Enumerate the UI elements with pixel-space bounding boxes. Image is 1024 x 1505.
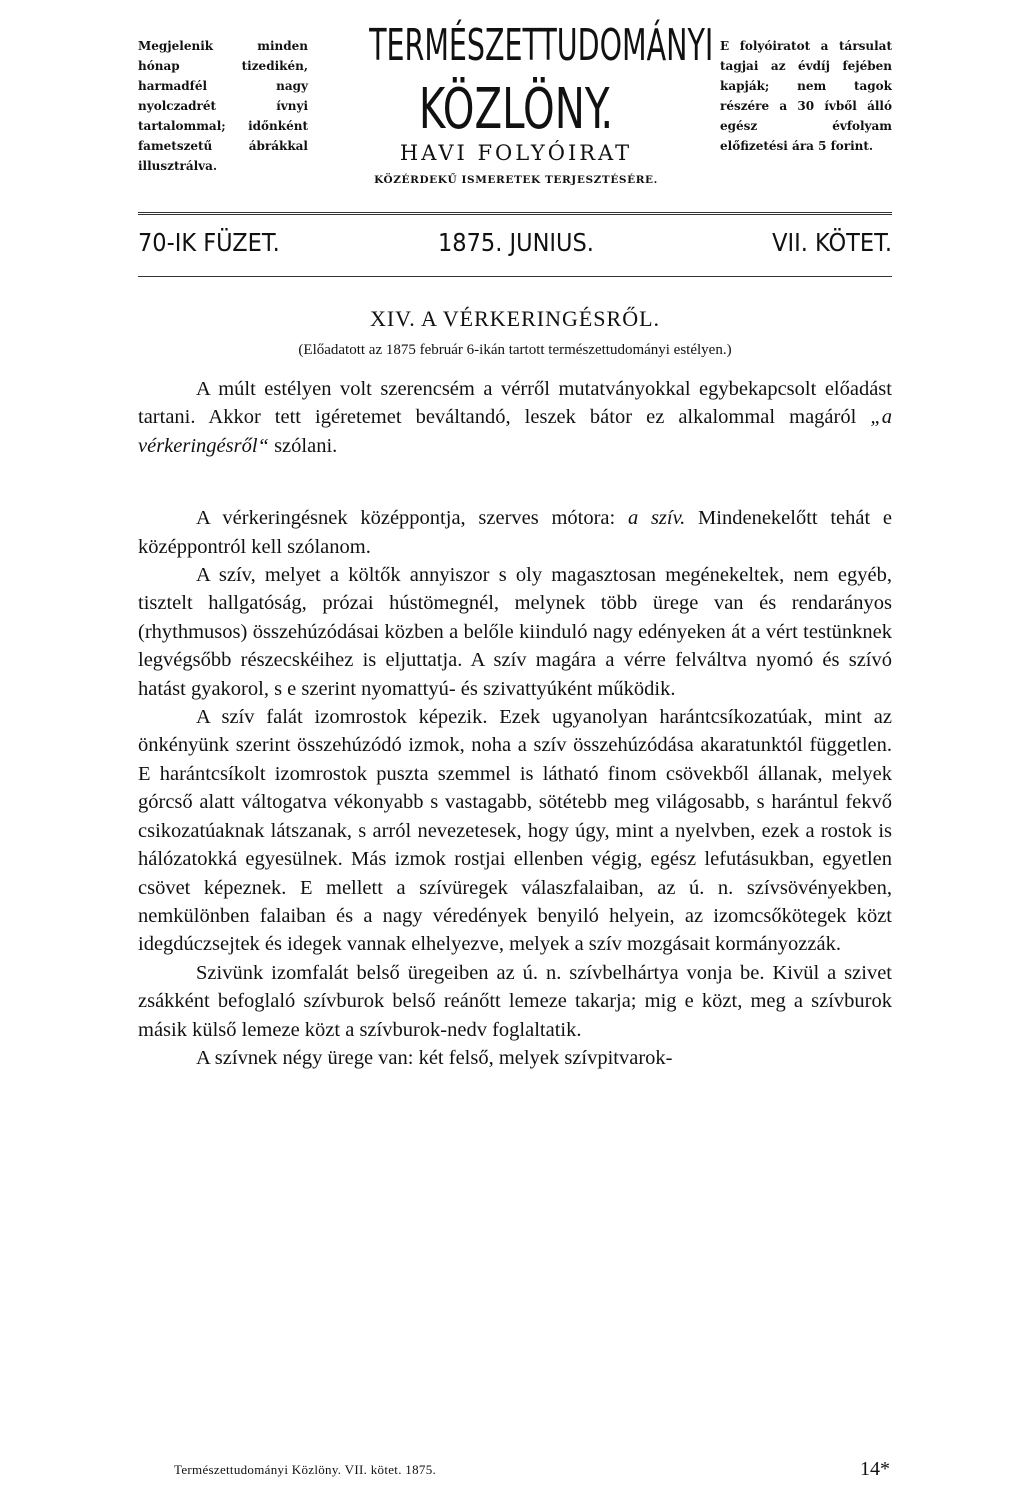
article: [138, 306, 892, 1072]
paragraph-3: A szív, melyet a költők annyiszor s oly magasztosan megénekeltek, nem egyéb, tisztelt hallgatóság, prózai hústömegnél, melynek több ürege van és rendarányos (rhythmusos) összehúzódásai közben a belőle kiinduló nagy edényeken át a vért testünknek legvégsőbb részecskéihez is eljuttatja. A szív magára a vérre felváltva nyomó és szívó hatást gyakorol, s e szerint nyomattyú- és szivattyúként működik.: [138, 564, 892, 700]
journal-title-line2: KÖZLÖNY.: [418, 77, 614, 142]
paragraph-6: A szívnek négy ürege van: két felső, melyek szívpitvarok-: [196, 1046, 673, 1069]
page-footer: [174, 1458, 890, 1486]
footer-journal-reference: Természettudományi Közlöny. VII. kötet. 1875.: [174, 1462, 437, 1477]
issue-number: 70-IK FÜZET.: [138, 228, 280, 257]
paragraph-4: A szív falát izomrostok képezik. Ezek ugyanolyan harántcsíkozatúak, mint az önkényünk szerint összehúzódó izmok, noha a szív összehúzódása akaratunktól független. E harántcsíkolt izomrostok puszta szemmel is látható finom csövekből állanak, melyek górcső alatt váltogatva vékonyabb s vastagabb, sötétebb meg világosabb, s harántul fekvő csikozatúaknak látszanak, s arról nevezetesek, hogy úgy, mint a nyelvben, ezek a rostok is hálózatokká egyesülnek. Más izmok rostjai ellenben végig, egész lefutásukban, egyetlen csövet képeznek. E mellett a szívüregek válaszfalaiban, az ú. n. szívsövényekben, nemkülönben falaiban és a nagy véredények benyiló helyein, az izomcsőkötegek közt idegdúczsejtek és idegek vannak elhelyezve, melyek a szív mozgásait kormányozzák.: [138, 706, 892, 956]
publication-schedule-note: Megjelenik minden hónap tizedikén, harmadfél nagy nyolczadrét ívnyi tartalommal; időnként fametszetű ábrákkal illusztrálva.: [138, 39, 308, 173]
subscription-note: E folyóiratot a társulat tagjai az évdíj fejében kapják; nem tagok részére a 30 ívből álló egész évfolyam előfizetési ára 5 forint.: [720, 39, 892, 153]
masthead-divider: [138, 212, 892, 215]
article-title: XIV. A VÉRKERINGÉSRŐL.: [369, 306, 661, 331]
article-subtitle: (Előadatott az 1875 február 6-ikán tartott természettudományi estélyen.): [298, 342, 732, 358]
issue-info-row: [138, 228, 892, 264]
paragraph-2: A vérkeringésnek középpontja, szerves mótora: a szív. Mindenekelőtt tehát e középpontról kell szólanom.: [138, 507, 892, 558]
sheet-signature: 14*: [860, 1458, 890, 1480]
issue-divider: [138, 276, 892, 277]
journal-subtitle: HAVI FOLYÓIRAT: [399, 141, 633, 165]
masthead: [138, 22, 892, 202]
issue-volume: VII. KÖTET.: [772, 228, 892, 257]
journal-tagline: KÖZÉRDEKŰ ISMERETEK TERJESZTÉSÉRE.: [374, 174, 658, 186]
paragraph-5: Szivünk izomfalát belső üregeiben az ú. n. szívbelhártya vonja be. Kivül a szivet zsákként befoglaló szívburok belső reánőtt lemeze takarja; mig e közt, meg a szívburok másik külső lemeze közt a szívburok-nedv foglaltatik.: [138, 961, 892, 1041]
journal-title-block: [312, 22, 720, 186]
issue-date: 1875. JUNIUS.: [438, 228, 594, 257]
journal-title-line1: TERMÉSZETTUDOMÁNYI: [369, 20, 714, 71]
paragraph-1: A múlt estélyen volt szerencsém a vérről mutatványokkal egybekapcsolt előadást tartani. Akkor tett igéretemet beváltandó, leszek bátor ez alkalommal magáról „a vérkeringésről“ szólani.: [138, 378, 892, 457]
